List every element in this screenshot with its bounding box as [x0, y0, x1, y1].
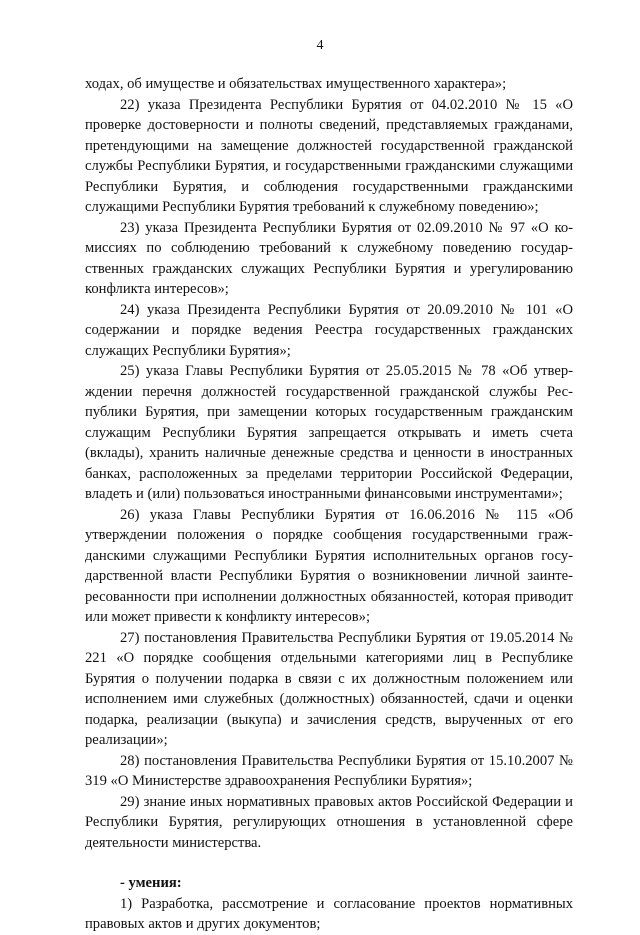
paragraph-item-28: 28) постановления Правительства Республики Бурятия от 15.10.2007 № 319 «О Министерстве здравоохранения Республики Бурятия»; — [85, 752, 573, 789]
paragraph-item-22: 22) указа Президента Республики Бурятия от 04.02.2010 № 15 «О проверке достоверности и полноты сведений, представляемых гражданами, претендующими на замещение должностей государственной гражданской службы Республики Бурятия, и государственными гражданскими служащими Республики Бурятия, и соблюдения государственными гражданскими служащими Республики Бурятия требований к служебному поведению»; — [85, 96, 573, 215]
document-body — [85, 74, 573, 935]
section-heading-skills: - умения: — [120, 875, 182, 891]
paragraph-item-24: 24) указа Президента Республики Бурятия от 20.09.2010 № 101 «О содержании и порядке ведения Реестра государственных гражданских служащих Республики Бурятия»; — [85, 301, 573, 359]
paragraph-item-23: 23) указа Президента Республики Бурятия от 02.09.2010 № 97 «О комиссиях по соблюдению требований к служебному поведению государственных гражданских служащих Республики Бурятия и урегулированию конфликта интересов»; — [85, 219, 573, 297]
paragraph-item-25: 25) указа Главы Республики Бурятия от 25.05.2015 № 78 «Об утверждении перечня должностей государственной гражданской службы Республики Бурятия, при замещении которых государственным гражданским служащим Республики Бурятия запрещается открывать и иметь счета (вклады), хранить наличные денежные средства и ценности в иностранных банках, расположенных за пределами территории Российской Федерации, владеть и (или) пользоваться иностранными финансовыми инструментами»; — [85, 363, 573, 502]
skills-item-1: 1) Разработка, рассмотрение и согласование проектов нормативных правовых актов и других документов; — [85, 895, 573, 932]
paragraph-item-29: 29) знание иных нормативных правовых актов Российской Федерации и Республики Бурятия, регулирующих отношения в установленной сфере деятельности министерства. — [85, 793, 573, 851]
paragraph-continuation: ходах, об имуществе и обязательствах имущественного характера»; — [85, 76, 507, 92]
page-number: 4 — [316, 38, 324, 53]
paragraph-item-26: 26) указа Главы Республики Бурятия от 16.06.2016 № 115 «Об утверждении положения о порядке сообщения государственными гражданскими служащими Республики Бурятия исполнительных органов государственной власти Республики Бурятия о возникновении личной заинтересованности при исполнении должностных обязанностей, которая приводит или может привести к конфликту интересов»; — [85, 506, 573, 625]
paragraph-item-27: 27) постановления Правительства Республики Бурятия от 19.05.2014 № 221 «О порядке сообщения отдельными категориями лиц в Республике Бурятия о получении подарка в связи с их должностным положением или исполнением ими служебных (должностных) обязанностей, сдачи и оценки подарка, реализации (выкупа) и зачисления средств, вырученных от его реализации»; — [85, 629, 573, 748]
